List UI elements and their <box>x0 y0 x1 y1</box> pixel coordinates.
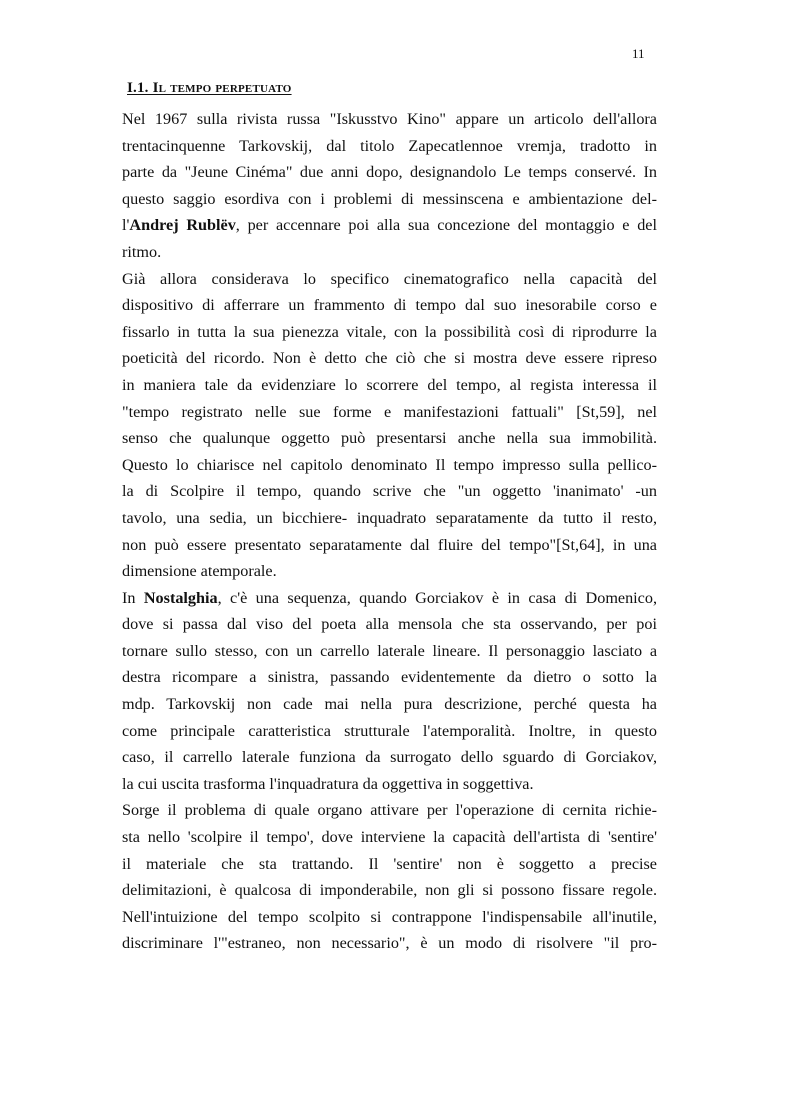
page-number: 11 <box>632 46 645 61</box>
text-line: Questo lo chiarisce nel capitolo denominato Il tempo impresso sulla pellico- <box>122 455 657 474</box>
film-title: Nostalghia <box>143 588 218 607</box>
text-line: caso, il carrello laterale funziona da surrogato dello sguardo di Gorciakov, <box>122 748 657 767</box>
text-segment: , c'è una sequenza, quando Gorciakov è in casa di Domenico, <box>217 588 658 607</box>
text-segment: l' <box>122 216 130 235</box>
text-line: sta nello 'scolpire il tempo', dove interviene la capacità dell'artista di 'sentire' <box>122 828 657 847</box>
text-line: tavolo, una sedia, un bicchiere- inquadrato separatamente da tutto il resto, <box>122 508 657 527</box>
text-line: non può essere presentato separatamente dal fluire del tempo"[St,64], in una <box>122 535 657 554</box>
text-line <box>122 585 657 612</box>
text-line: in maniera tale da evidenziare lo scorrere del tempo, al regista interessa il <box>122 375 657 394</box>
text-segment: , per accennare poi alla sua concezione del montaggio e del <box>235 216 657 235</box>
text-line: senso che qualunque oggetto può presentarsi anche nella sua immobilità. <box>122 429 657 448</box>
text-line: dimensione atemporale. <box>122 562 277 581</box>
film-title: Andrej Rublëv <box>129 216 236 235</box>
text-line: dispositivo di afferrare un frammento di tempo dal suo inesorabile corso e <box>122 296 657 315</box>
text-segment: In <box>122 588 144 607</box>
text-line: come principale caratteristica strutturale l'atemporalità. Inoltre, in questo <box>122 721 657 740</box>
text-line: poeticità del ricordo. Non è detto che ciò che si mostra deve essere ripreso <box>122 349 657 368</box>
body-text <box>122 106 657 957</box>
text-line: mdp. Tarkovskij non cade mai nella pura descrizione, perché questa ha <box>122 695 657 714</box>
text-line: il materiale che sta trattando. Il 'sentire' non è soggetto a precise <box>122 854 657 873</box>
text-line: discriminare l'"estraneo, non necessario", è un modo di risolvere "il pro- <box>122 934 657 953</box>
text-line <box>122 212 657 239</box>
text-line: la di Scolpire il tempo, quando scrive che "un oggetto 'inanimato' -un <box>122 482 657 501</box>
text-line: Sorge il problema di quale organo attivare per l'operazione di cernita richie- <box>122 801 657 820</box>
text-line: dove si passa dal viso del poeta alla mensola che sta osservando, per poi <box>122 615 657 634</box>
text-line: la cui uscita trasforma l'inquadratura da oggettiva in soggettiva. <box>122 774 534 793</box>
text-line: "tempo registrato nelle sue forme e manifestazioni fattuali" [St,59], nel <box>122 402 657 421</box>
text-line: Nell'intuizione del tempo scolpito si contrappone l'indispensabile all'inutile, <box>122 907 657 926</box>
text-line: parte da "Jeune Cinéma" due anni dopo, designandolo Le temps conservé. In <box>122 163 657 182</box>
text-line: ritmo. <box>122 242 162 261</box>
text-line: Nel 1967 sulla rivista russa "Iskusstvo Kino" appare un articolo dell'allora <box>122 110 657 128</box>
text-line: trentacinquenne Tarkovskij, dal titolo Zapecatlennoe vremja, tradotto in <box>122 136 657 155</box>
text-line: tornare sullo stesso, con un carrello laterale lineare. Il personaggio lasciato a <box>122 641 657 660</box>
text-line: delimitazioni, è qualcosa di imponderabile, non gli si possono fissare regole. <box>122 881 657 900</box>
text-line: questo saggio esordiva con i problemi di messinscena e ambientazione del- <box>122 189 657 208</box>
text-line: fissarlo in tutta la sua pienezza vitale, con la possibilità così di riprodurre la <box>122 322 657 341</box>
text-line: Già allora considerava lo specifico cinematografico nella capacità del <box>122 269 657 288</box>
text-line: destra ricompare a sinistra, passando evidentemente da dietro o sotto la <box>122 668 657 687</box>
section-heading: I.1. Il tempo perpetuato <box>127 80 292 96</box>
